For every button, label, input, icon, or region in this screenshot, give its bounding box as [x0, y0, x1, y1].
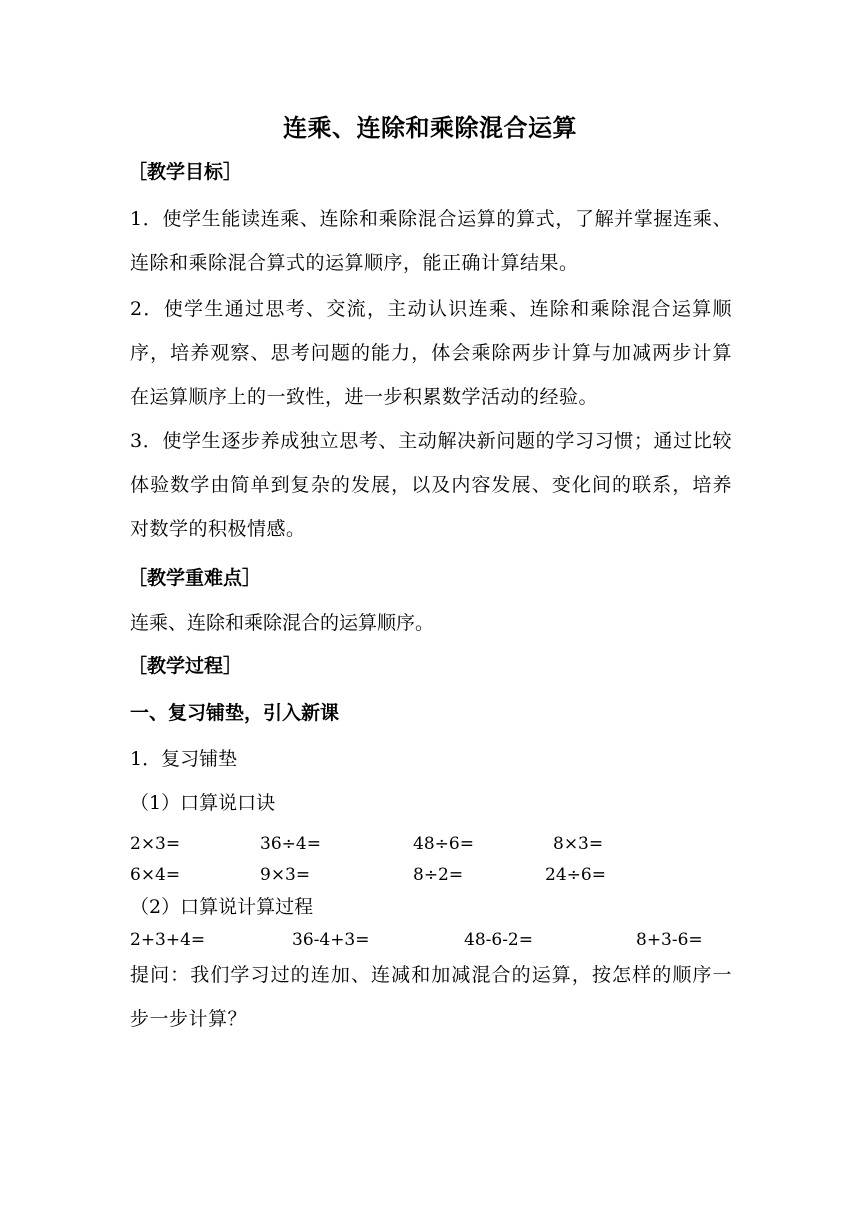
objective-3: 3．使学生逐步养成独立思考、主动解决新问题的学习习惯；通过比较体验数学由简单到复杂的发展，以及内容发展、变化间的联系，培养对数学的积极情感。 [130, 430, 732, 540]
step1-label: 1．复习铺垫 [130, 748, 238, 770]
key-points-text: 连乘、连除和乘除混合的运算顺序。 [130, 612, 435, 634]
calc-expr: 48-6-2= [464, 930, 533, 950]
oral-expr: 2×3= [130, 834, 181, 854]
oral-expr: 8÷2= [413, 865, 464, 885]
oral-expr: 6×4= [130, 865, 181, 885]
oral-expr: 9×3= [260, 865, 311, 885]
sub1-label: （1）口算说口诀 [130, 792, 276, 814]
part1-heading: 一、复习铺垫，引入新课 [130, 702, 340, 724]
process-heading: ［教学过程］ [128, 655, 243, 677]
calc-expr: 2+3+4= [130, 930, 206, 950]
page-title: 连乘、连除和乘除混合运算 [283, 114, 577, 142]
objective-2: 2．使学生通过思考、交流，主动认识连乘、连除和乘除混合运算顺序，培养观察、思考问题的能力，体会乘除两步计算与加减两步计算在运算顺序上的一致性，进一步积累数学活动的经验。 [130, 298, 732, 408]
question-text: 提问：我们学习过的连加、连减和加减混合的运算，按怎样的顺序一步一步计算？ [130, 964, 732, 1030]
oral-expr: 36÷4= [260, 834, 321, 854]
calc-expr: 8+3-6= [636, 930, 703, 950]
oral-expr: 48÷6= [413, 834, 474, 854]
objective-1: 1．使学生能读连乘、连除和乘除混合运算的算式，了解并掌握连乘、连除和乘除混合算式的运算顺序，能正确计算结果。 [130, 208, 732, 274]
oral-expr: 8×3= [553, 834, 604, 854]
objectives-heading: ［教学目标］ [128, 161, 243, 183]
oral-expr: 24÷6= [545, 865, 606, 885]
calc-expr: 36-4+3= [292, 930, 370, 950]
key-points-heading: ［教学重难点］ [128, 567, 262, 589]
sub2-label: （2）口算说计算过程 [130, 896, 314, 918]
